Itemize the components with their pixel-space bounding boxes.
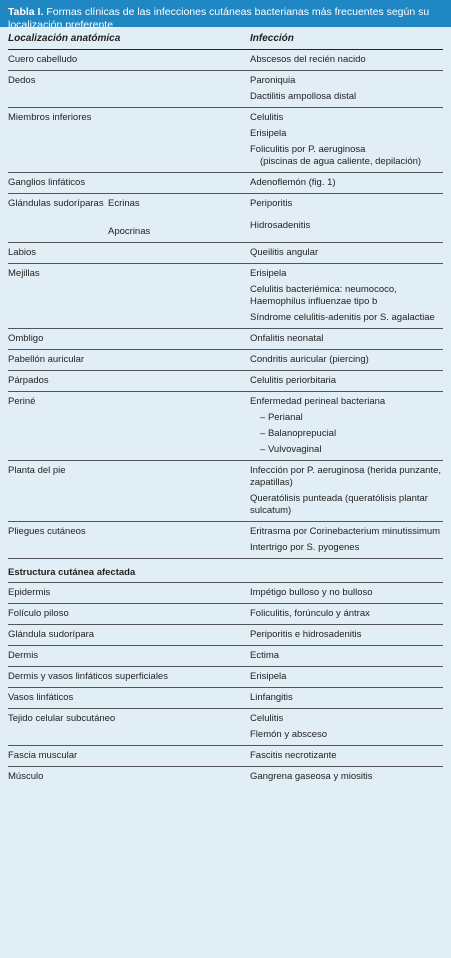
table-row — [8, 243, 443, 264]
header-infection: Infección — [250, 32, 294, 44]
row-infections — [250, 646, 443, 666]
infection-item: Gangrena gaseosa y miositis — [250, 771, 373, 782]
table-row — [8, 50, 443, 71]
table-row — [8, 461, 443, 522]
infection-item: Queratólisis punteada (queratólisis plantar sulcatum) — [250, 493, 428, 516]
row-infections — [250, 709, 443, 745]
table-title-number: Tabla I. — [8, 6, 44, 18]
infection-item: Celulitis — [250, 112, 284, 123]
row-location: Planta del pie — [8, 465, 66, 476]
infection-item: Impétigo bulloso y no bulloso — [250, 587, 373, 598]
table-row — [8, 522, 443, 559]
row-structure: Glándula sudorípara — [8, 629, 95, 640]
row-structure: Dermis y vasos linfáticos superficiales — [8, 671, 168, 682]
table-row — [8, 767, 443, 787]
infection-item: Queilitis angular — [250, 247, 319, 258]
infection-item: Onfalitis neonatal — [250, 333, 324, 344]
row-location — [8, 194, 250, 242]
infection-item: Erisipela — [250, 268, 287, 279]
row-infections — [250, 688, 443, 708]
table-row — [8, 625, 443, 646]
glandulas-label: Glándulas sudoríparas — [8, 198, 104, 209]
row-structure: Epidermis — [8, 587, 51, 598]
table-row — [8, 350, 443, 371]
row-structure: Dermis — [8, 650, 39, 661]
row-infections — [250, 625, 443, 645]
row-infections — [250, 194, 443, 242]
infection-item: Síndrome celulitis-adenitis por S. agalactiae — [250, 312, 435, 323]
infection-item: Erisipela — [250, 128, 287, 139]
table-row — [8, 371, 443, 392]
glandulas-sub-apocrinas: Apocrinas — [108, 226, 151, 237]
infection-item: Periporitis e hidrosadenitis — [250, 629, 362, 640]
infection-item: Paroniquia — [250, 75, 296, 86]
table-row — [8, 71, 443, 108]
row-infections — [250, 583, 443, 603]
table-row — [8, 646, 443, 667]
row-infections — [250, 350, 443, 370]
row-infections — [250, 108, 443, 172]
row-infections — [250, 329, 443, 349]
table-row — [8, 667, 443, 688]
row-location: Cuero cabelludo — [8, 54, 78, 65]
infection-item: Eritrasma por Corinebacterium minutissimum — [250, 526, 441, 537]
infection-item: Erisipela — [250, 671, 287, 682]
table-row — [8, 264, 443, 329]
infection-item: Ectima — [250, 650, 280, 661]
section-heading: Estructura cutánea afectada — [8, 559, 443, 583]
table-row — [8, 583, 443, 604]
infection-item: Intertrigo por S. pyogenes — [250, 542, 360, 553]
row-location: Ganglios linfáticos — [8, 177, 86, 188]
row-infections — [250, 667, 443, 687]
infection-item: Celulitis periorbitaria — [250, 375, 337, 386]
infection-item: Condritis auricular (piercing) — [250, 354, 369, 365]
row-infections — [250, 264, 443, 328]
table-row — [8, 392, 443, 461]
infection-subitem: – Perianal — [250, 412, 443, 428]
table-row — [8, 604, 443, 625]
infection-item: Hidrosadenitis — [250, 220, 311, 231]
row-structure: Fascia muscular — [8, 750, 78, 761]
infection-item: Foliculitis, forúnculo y ántrax — [250, 608, 370, 619]
table-row — [8, 329, 443, 350]
row-location: Pliegues cutáneos — [8, 526, 86, 537]
infection-item-note: (piscinas de agua caliente, depilación) — [260, 156, 422, 167]
row-location: Dedos — [8, 75, 36, 86]
row-infections — [250, 461, 443, 521]
glandulas-subtypes — [108, 198, 150, 238]
row-structure: Tejido celular subcutáneo — [8, 713, 116, 724]
table-row — [8, 173, 443, 194]
infection-item: Foliculitis por P. aeruginosa — [250, 144, 366, 155]
row-location: Miembros inferiores — [8, 112, 92, 123]
row-structure: Músculo — [8, 771, 44, 782]
infection-item: Dactilitis ampollosa distal — [250, 91, 357, 102]
row-location: Pabellón auricular — [8, 354, 85, 365]
row-infections — [250, 173, 443, 193]
infection-item: Celulitis bacteriémica: neumococo, Haemophilus influenzae tipo b — [250, 284, 397, 307]
row-location: Labios — [8, 247, 36, 258]
infection-item: Linfangitis — [250, 692, 293, 703]
row-infections — [250, 50, 443, 70]
infection-item: Infección por P. aeruginosa (herida punzante, zapatillas) — [250, 465, 442, 488]
row-infections — [250, 604, 443, 624]
table-title-text: Formas clínicas de las infecciones cutáneas bacterianas más frecuentes según su localización preferente — [8, 6, 430, 31]
infection-item: Abscesos del recién nacido — [250, 54, 366, 65]
infection-subitem: – Balanoprepucial — [250, 428, 443, 444]
table-title — [0, 0, 451, 31]
row-location: Párpados — [8, 375, 49, 386]
header-location: Localización anatómica — [8, 32, 121, 44]
row-location: Periné — [8, 396, 36, 407]
table-row — [8, 746, 443, 767]
table-row — [8, 108, 443, 173]
table-row — [8, 709, 443, 746]
infection-item: Periporitis — [250, 198, 293, 209]
glandulas-sub-ecrinas: Ecrinas — [108, 198, 140, 209]
row-infections — [250, 746, 443, 766]
table-row-glandulas — [8, 194, 443, 243]
row-structure: Folículo piloso — [8, 608, 69, 619]
row-location: Mejillas — [8, 268, 40, 279]
table-row — [8, 688, 443, 709]
row-infections — [250, 767, 443, 787]
row-infections — [250, 243, 443, 263]
row-structure: Vasos linfáticos — [8, 692, 74, 703]
row-infections — [250, 392, 443, 460]
infection-item: Enfermedad perineal bacteriana — [250, 396, 386, 407]
row-infections — [250, 371, 443, 391]
row-location: Ombligo — [8, 333, 44, 344]
infection-item: Celulitis — [250, 713, 284, 724]
infection-item: Adenoflemón (fig. 1) — [250, 177, 336, 188]
row-infections — [250, 71, 443, 107]
row-infections — [250, 522, 443, 558]
infection-subitem: – Vulvovaginal — [250, 444, 443, 456]
infection-item: Flemón y absceso — [250, 729, 328, 740]
infection-item: Fascitis necrotizante — [250, 750, 337, 761]
